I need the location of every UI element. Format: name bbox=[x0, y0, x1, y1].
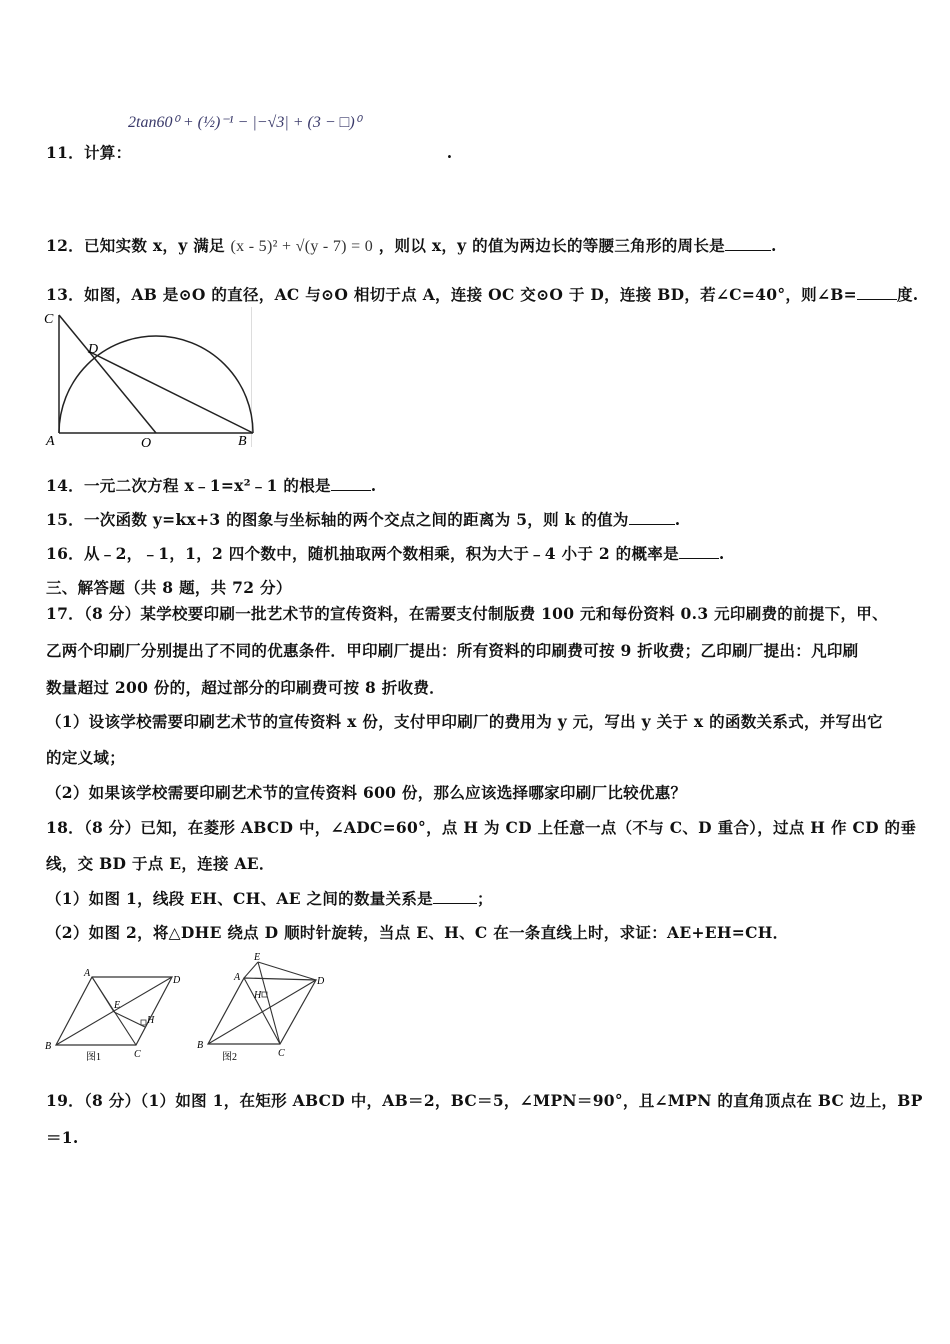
q14-blank bbox=[331, 478, 371, 491]
q17-line1: 17．（8 分）某学校要印刷一批艺术节的宣传资料，在需要支付制版费 100 元和每份资料 0.3 元印刷费的前提下，甲、 bbox=[46, 604, 888, 623]
q11 bbox=[46, 141, 452, 163]
fig2-label-a: A bbox=[234, 972, 241, 983]
fig2-label-c: C bbox=[278, 1048, 285, 1059]
fig2-label-d: D bbox=[317, 976, 325, 987]
q13-figure bbox=[40, 305, 270, 455]
q17-line3: 数量超过 200 份的，超过部分的印刷费可按 8 折收费． bbox=[46, 678, 445, 697]
q18-line1: 18．（8 分）已知，在菱形 ABCD 中，∠ADC=60°，点 H 为 CD 上任意一点（不与 C、D 重合），过点 H 作 CD 的垂 bbox=[46, 818, 917, 837]
q14-tail: . bbox=[370, 476, 377, 495]
fig2-label-e: E bbox=[254, 952, 261, 963]
q14-text: 14．一元二次方程 x﹣1=x²﹣1 的根是 bbox=[46, 476, 331, 495]
q12-suffix: ，则以 x，y 的值为两边长的等腰三角形的周长是 bbox=[378, 236, 725, 255]
q16-tail: . bbox=[718, 544, 725, 563]
fig1-caption: 图1 bbox=[86, 1052, 101, 1063]
q12-prefix: 12．已知实数 x，y 满足 bbox=[46, 236, 225, 255]
q16-text: 16．从﹣2，﹣1，1，2 四个数中，随机抽取两个数相乘，积为大于﹣4 小于 2 的概率是 bbox=[46, 544, 679, 563]
segment-ae bbox=[92, 977, 114, 1012]
fig1-label-e: E bbox=[114, 1000, 121, 1011]
label-d: D bbox=[88, 342, 99, 357]
q17-part1a: （1）设该学校需要印刷艺术节的宣传资料 x 份，支付甲印刷厂的费用为 y 元，写出 y 关于 x 的函数关系式，并写出它 bbox=[46, 712, 883, 731]
segment-ae bbox=[244, 962, 258, 978]
segment-bd bbox=[88, 351, 253, 433]
q11-text: 11．计算： bbox=[46, 143, 132, 162]
q18-part1-tail: ； bbox=[476, 889, 493, 908]
label-a: A bbox=[46, 434, 55, 449]
fig1-label-c: C bbox=[134, 1049, 141, 1060]
q17-part2: （2）如果该学校需要印刷艺术节的宣传资料 600 份，那么应该选择哪家印刷厂比较优惠？ bbox=[46, 783, 687, 802]
q12-equation: (x - 5)² + √(y - 7) = 0 bbox=[230, 238, 374, 255]
q12-tail: . bbox=[770, 236, 777, 255]
segment-eh bbox=[114, 1012, 145, 1027]
fig1-label-h: H bbox=[147, 1015, 155, 1026]
label-c: C bbox=[44, 312, 54, 327]
q13-text: 13．如图，AB 是⊙O 的直径，AC 与⊙O 相切于点 A，连接 OC 交⊙O 于 D，连接 BD，若∠C=40°，则∠B= bbox=[46, 285, 857, 304]
q18-figure-2 bbox=[196, 950, 336, 1065]
fig1-label-a: A bbox=[84, 968, 91, 979]
q18-line2: 线，交 BD 于点 E，连接 AE． bbox=[46, 854, 275, 873]
diagonal-ac bbox=[244, 978, 280, 1044]
q19-line2: ＝1. bbox=[46, 1128, 79, 1147]
fig1-label-b: B bbox=[45, 1041, 52, 1052]
q13-tail: 度. bbox=[896, 285, 919, 304]
right-angle-mark bbox=[141, 1020, 146, 1025]
section3-title: 三、解答题（共 8 题，共 72 分） bbox=[46, 578, 292, 597]
q18-part2: （2）如图 2，将△DHE 绕点 D 顺时针旋转，当点 E、H、C 在一条直线上时，求证：AE+EH=CH． bbox=[46, 923, 789, 942]
q15-text: 15．一次函数 y=kx+3 的图象与坐标轴的两个交点之间的距离为 5，则 k 的值为 bbox=[46, 510, 629, 529]
segment-oc bbox=[59, 315, 156, 433]
fig2-label-h: H bbox=[254, 990, 262, 1001]
q14 bbox=[46, 474, 377, 496]
q11-tail: . bbox=[446, 143, 453, 162]
label-o: O bbox=[141, 436, 152, 451]
fig2-label-b: B bbox=[197, 1040, 204, 1051]
q12-blank bbox=[725, 238, 771, 251]
q16-blank bbox=[679, 546, 719, 559]
fig2-caption: 图2 bbox=[222, 1052, 237, 1063]
fig1-label-d: D bbox=[173, 975, 181, 986]
q11-formula: 2tan60⁰ + (½)⁻¹ − |−√3| + (3 − □)⁰ bbox=[128, 114, 362, 131]
q18-part1-text: （1）如图 1，线段 EH、CH、AE 之间的数量关系是 bbox=[46, 889, 433, 908]
q17-line2: 乙两个印刷厂分别提出了不同的优惠条件．甲印刷厂提出：所有资料的印刷费可按 9 折收费；乙印刷厂提出：凡印刷 bbox=[46, 641, 859, 660]
q18-blank bbox=[433, 891, 477, 904]
q15-blank bbox=[629, 512, 675, 525]
q13 bbox=[46, 283, 918, 305]
q17-part1b: 的定义域； bbox=[46, 748, 126, 767]
q18-part1 bbox=[46, 887, 493, 909]
q16 bbox=[46, 542, 725, 564]
q15-tail: . bbox=[674, 510, 681, 529]
q19-line1: 19．（8 分）（1）如图 1，在矩形 ABCD 中，AB＝2，BC＝5，∠MPN＝90°，且∠MPN 的直角顶点在 BC 边上，BP bbox=[46, 1091, 923, 1110]
q15 bbox=[46, 508, 680, 530]
q12 bbox=[46, 234, 777, 256]
q13-blank bbox=[857, 287, 897, 300]
label-b: B bbox=[238, 434, 247, 449]
q18-figure-1 bbox=[44, 965, 184, 1065]
segment-ed bbox=[258, 962, 316, 980]
